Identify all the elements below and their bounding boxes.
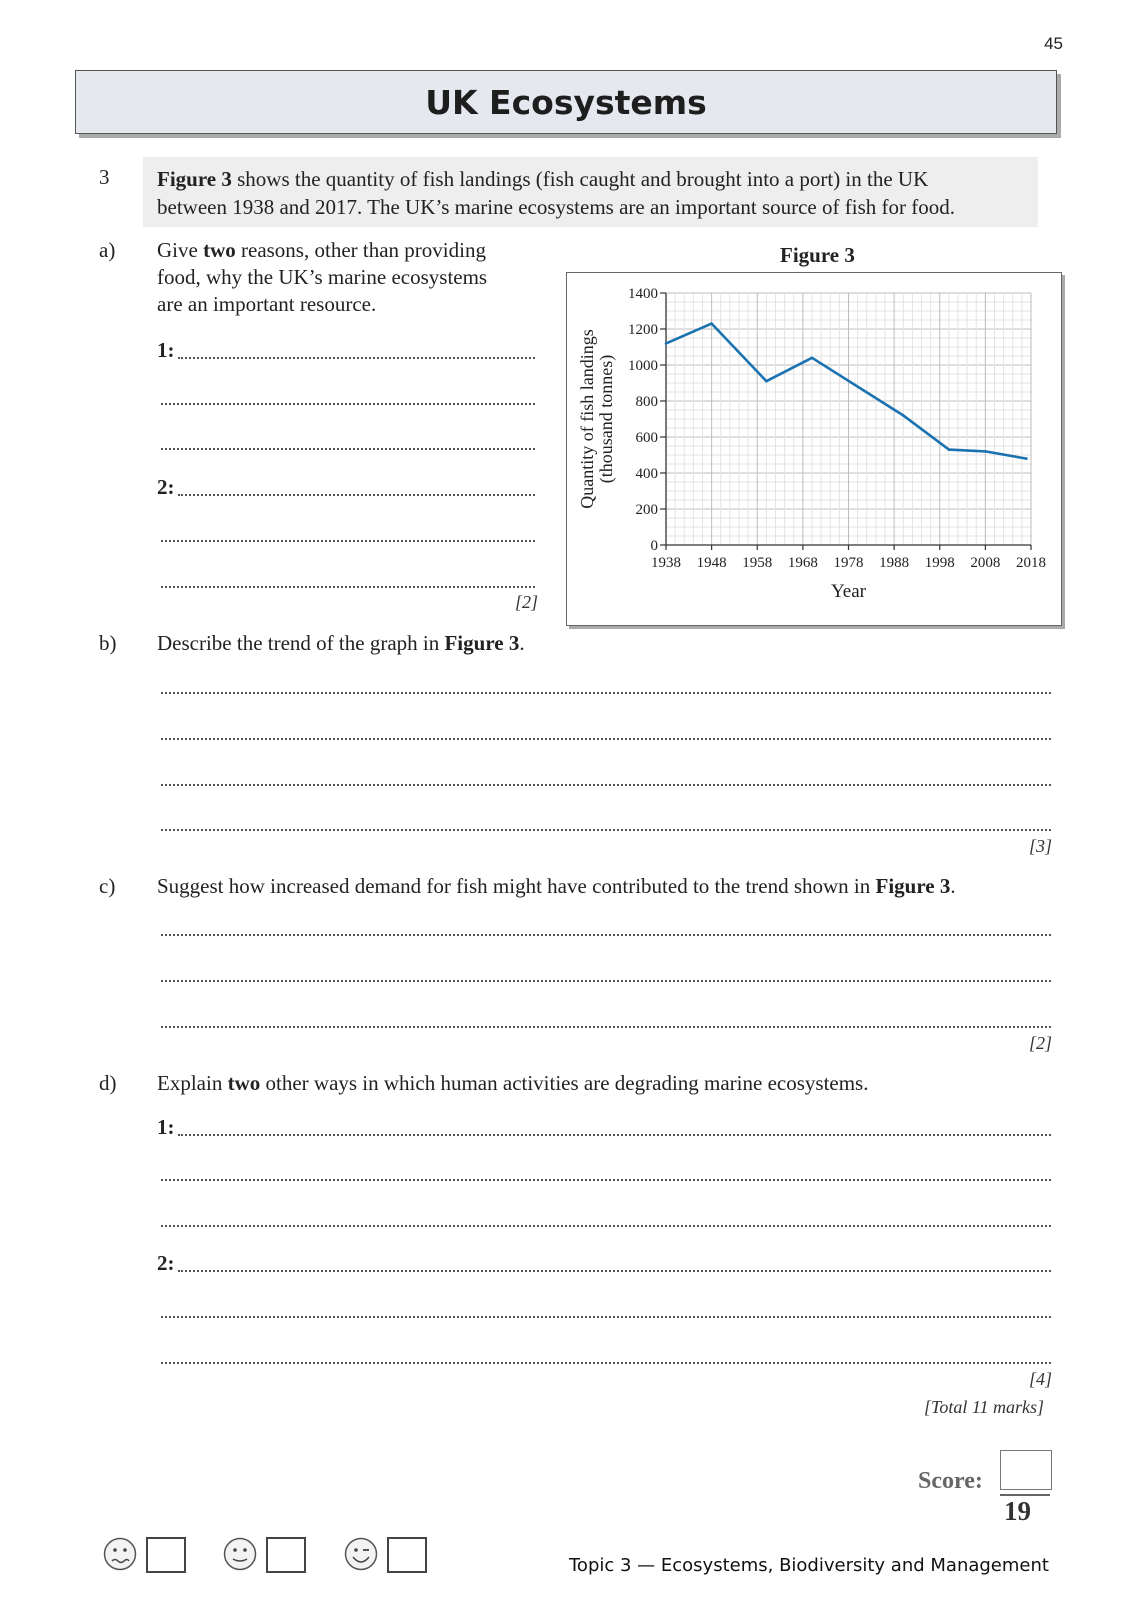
intro-line1: shows the quantity of fish landings (fish caught and brought into a port) in the UK [231,167,929,191]
x-tick-label: 2018 [1016,555,1046,571]
data-point [1025,457,1028,460]
part-a-marks: [2] [515,592,539,612]
happy-face-icon [344,1537,378,1571]
part-d-answer1-line2[interactable] [161,1179,1051,1181]
y-tick-label: 200 [635,502,658,518]
part-b-question [157,630,525,657]
score-label: Score: [918,1468,983,1494]
sad-face-checkbox[interactable] [146,1537,186,1573]
part-d-answer1-line1[interactable] [178,1134,1051,1136]
part-c-answer-line3[interactable] [161,1026,1051,1028]
part-a-answer2-line2[interactable] [161,540,535,542]
x-tick-label: 1978 [833,555,864,571]
part-c-question [157,873,956,900]
x-tick-label: 1998 [924,555,955,571]
part-a-line1-bold: two [203,238,236,262]
part-d-marks: [4] [1029,1369,1053,1389]
part-d-text-pre: Explain [157,1071,228,1095]
x-tick-label: 1958 [742,555,773,571]
chart-box [566,272,1062,626]
x-tick-label: 1938 [651,555,681,571]
part-d-question [157,1070,868,1097]
y-tick-label: 1000 [628,358,658,374]
part-a-answer2-label: 2: [157,475,175,499]
x-tick-label: 1988 [879,555,910,571]
part-d-answer2-line3[interactable] [161,1362,1051,1364]
part-b-text-post: . [519,631,525,655]
x-tick-label: 1948 [696,555,727,571]
footer-topic: Topic 3 — Ecosystems, Biodiversity and Management [569,1555,1049,1576]
sad-face-icon [103,1537,137,1571]
part-b-answer-line3[interactable] [161,784,1051,786]
data-point [665,342,668,345]
part-a-line3: are an important resource. [157,292,377,316]
part-d-answer2-line2[interactable] [161,1316,1051,1318]
part-c-figure-ref: Figure 3 [875,874,951,898]
neutral-face-icon [223,1537,257,1571]
part-c-label: c) [99,874,116,898]
title-banner [75,70,1057,134]
data-point [710,322,713,325]
part-a-answer1-line2[interactable] [161,403,535,405]
question-intro [157,165,1037,221]
data-point [902,414,905,417]
intro-line2: between 1938 and 2017. The UK’s marine ecosystems are an important source of fish for food. [157,195,955,219]
part-a-answer1-line3[interactable] [161,448,535,450]
data-point [765,380,768,383]
score-box[interactable] [1000,1450,1052,1490]
part-c-text-post: . [950,874,956,898]
part-a-answer2-line1[interactable] [178,494,535,496]
data-point [811,357,814,360]
y-axis-label-line1: Quantity of fish landings [577,329,597,509]
part-a-label: a) [99,238,116,262]
x-tick-label: 2008 [970,555,1001,571]
part-d-answer1-line3[interactable] [161,1225,1051,1227]
part-d-label: d) [99,1071,117,1095]
part-a-line1-post: reasons, other than providing [235,238,486,262]
part-b-marks: [3] [1029,836,1053,856]
part-a-line1-pre: Give [157,238,204,262]
y-tick-label: 600 [635,430,658,446]
part-d-bold: two [227,1071,261,1095]
part-d-answer2-label: 2: [157,1251,175,1275]
y-tick-label: 1200 [628,322,658,338]
x-tick-label: 1968 [787,555,818,571]
part-b-text-pre: Describe the trend of the graph in [157,631,445,655]
question-number: 3 [99,165,110,189]
part-a-answer1-line1[interactable] [178,357,535,359]
part-a-answer1-label: 1: [157,338,175,362]
score-denominator: 19 [1004,1496,1031,1526]
part-b-answer-line1[interactable] [161,692,1051,694]
part-a-answer2-line3[interactable] [161,586,535,588]
data-point [948,448,951,451]
y-axis-label-line2: (thousand tonnes) [596,354,616,484]
page-number: 45 [1044,34,1063,53]
part-b-figure-ref: Figure 3 [444,631,520,655]
part-a-question [157,237,557,318]
part-d-answer1-label: 1: [157,1115,175,1139]
intro-figure-ref: Figure 3 [157,167,232,191]
page-title: UK Ecosystems [425,82,707,122]
part-b-answer-line2[interactable] [161,738,1051,740]
y-tick-label: 800 [635,394,658,410]
happy-face-checkbox[interactable] [387,1537,427,1573]
part-b-label: b) [99,631,117,655]
data-point [984,450,987,453]
part-c-text-pre: Suggest how increased demand for fish might have contributed to the trend shown in [157,874,876,898]
fish-landings-chart [567,273,1061,625]
part-d-text-post: other ways in which human activities are degrading marine ecosystems. [260,1071,869,1095]
figure-caption: Figure 3 [780,243,855,267]
part-d-answer2-line1[interactable] [178,1270,1051,1272]
series-line-0 [666,324,1026,459]
part-c-marks: [2] [1029,1033,1053,1053]
total-marks: [Total 11 marks] [924,1397,1045,1417]
x-axis-label: Year [830,581,867,602]
part-b-answer-line4[interactable] [161,829,1051,831]
y-tick-label: 400 [635,466,658,482]
y-tick-label: 0 [650,538,658,554]
part-c-answer-line2[interactable] [161,980,1051,982]
neutral-face-checkbox[interactable] [266,1537,306,1573]
part-c-answer-line1[interactable] [161,934,1051,936]
part-a-line2: food, why the UK’s marine ecosystems [157,265,488,289]
y-tick-label: 1400 [628,286,658,302]
